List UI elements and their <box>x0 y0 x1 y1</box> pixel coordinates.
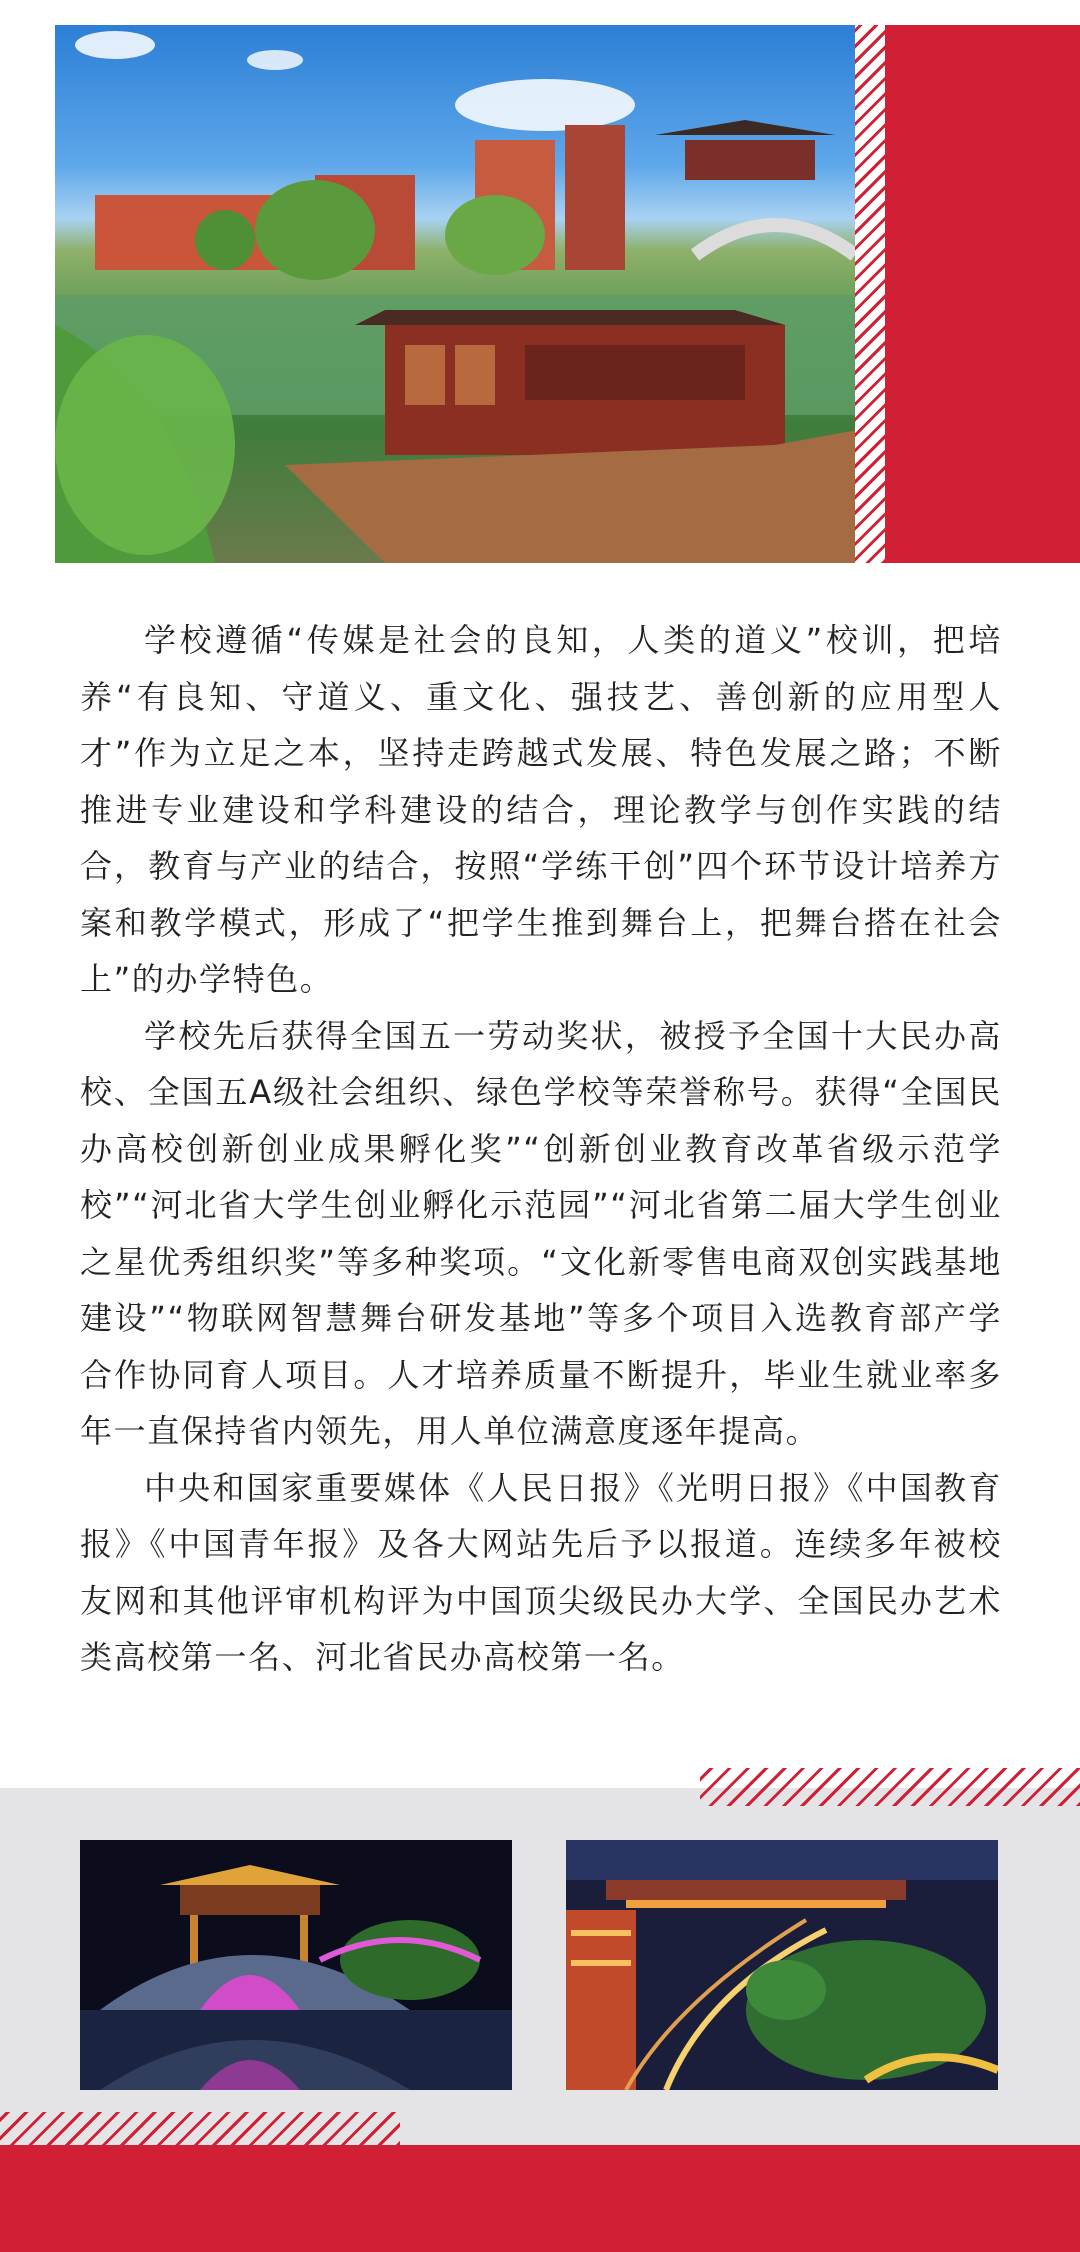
decorative-hatch-right <box>700 1768 1080 1806</box>
article-paragraph-2: 学校先后获得全国五一劳动奖状，被授予全国十大民办高校、全国五A级社会组织、绿色学校等荣誉称号。获得“全国民办高校创新创业成果孵化奖”“创新创业教育改革省级示范学校”“河北省大学生创业孵化示范园”“河北省第二届大学生创业之星优秀组织奖”等多种奖项。“文化新零售电商双创实践基地建设”“物联网智慧舞台研发基地”等多个项目入选教育部产学合作协同育人项目。人才培养质量不断提升，毕业生就业率多年一直保持省内领先，用人单位满意度逐年提高。 <box>80 1016 1002 1450</box>
night-campus-illustration <box>566 1840 998 2090</box>
decorative-hatch-left <box>0 2112 400 2145</box>
footer-red-bar <box>0 2145 1080 2252</box>
school-intro-article <box>80 612 1002 1686</box>
decorative-red-panel <box>885 25 1080 563</box>
campus-lake-illustration <box>55 25 885 563</box>
night-bridge-illustration <box>80 1840 512 2090</box>
article-paragraph-3: 中央和国家重要媒体《人民日报》《光明日报》《中国教育报》《中国青年报》及各大网站先后予以报道。连续多年被校友网和其他评审机构评为中国顶尖级民办大学、全国民办艺术类高校第一名、河北省民办高校第一名。 <box>80 1468 1002 1676</box>
hero-campus-photo <box>55 25 885 563</box>
night-bridge-photo <box>80 1840 512 2090</box>
article-paragraph-1: 学校遵循“传媒是社会的良知，人类的道义”校训，把培养“有良知、守道义、重文化、强技艺、善创新的应用型人才”作为立足之本，坚持走跨越式发展、特色发展之路；不断推进专业建设和学科建设的结合，理论教学与创作实践的结合，教育与产业的结合，按照“学练干创”四个环节设计培养方案和教学模式，形成了“把学生推到舞台上，把舞台搭在社会上”的办学特色。 <box>80 621 1002 998</box>
night-campus-aerial-photo <box>566 1840 998 2090</box>
decorative-hatch-top <box>855 25 885 563</box>
